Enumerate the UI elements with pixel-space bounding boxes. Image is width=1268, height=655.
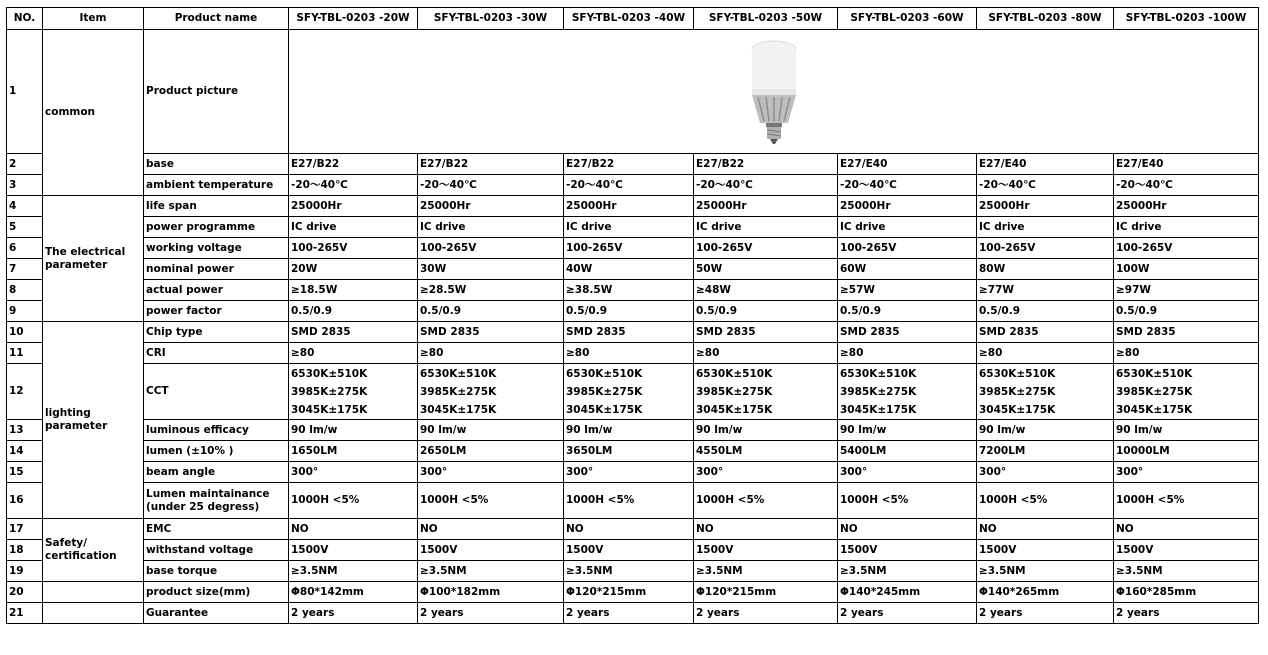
empty-group-cell — [43, 603, 144, 624]
value-cell: ≥97W — [1114, 280, 1259, 301]
value-cell: 100-265V — [694, 238, 838, 259]
value-cell: ≥80 — [289, 343, 418, 364]
row-name: CCT — [144, 364, 289, 420]
row-name-line: (under 25 degress) — [146, 500, 260, 513]
value-cell: 100-265V — [564, 238, 694, 259]
value-cell: 2 years — [418, 603, 564, 624]
product-picture-cell — [289, 30, 1259, 154]
table-row — [7, 196, 1259, 217]
value-cell: 100-265V — [289, 238, 418, 259]
value-cell: ≥80 — [838, 343, 977, 364]
cct-cell — [1114, 364, 1259, 420]
value-cell: 2 years — [838, 603, 977, 624]
header-model: SFY-TBL-0203 -100W — [1114, 8, 1259, 30]
header-model: SFY-TBL-0203 -20W — [289, 8, 418, 30]
row-no: 18 — [7, 540, 43, 561]
value-cell: NO — [838, 519, 977, 540]
row-name — [144, 483, 289, 519]
value-cell: 25000Hr — [418, 196, 564, 217]
cct-line: 3985K±275K — [420, 385, 497, 398]
table-row — [7, 483, 1259, 519]
value-cell: 10000LM — [1114, 441, 1259, 462]
value-cell: 2 years — [564, 603, 694, 624]
value-cell: SMD 2835 — [564, 322, 694, 343]
table-row — [7, 154, 1259, 175]
cct-line: 6530K±510K — [1116, 367, 1193, 380]
table-row — [7, 238, 1259, 259]
cct-cell — [564, 364, 694, 420]
row-name: product size(mm) — [144, 582, 289, 603]
value-cell: E27/E40 — [977, 154, 1114, 175]
cct-line: 3985K±275K — [979, 385, 1056, 398]
value-cell: 2 years — [977, 603, 1114, 624]
row-name: base torque — [144, 561, 289, 582]
value-cell: IC drive — [1114, 217, 1259, 238]
value-cell: ≥80 — [977, 343, 1114, 364]
row-no: 13 — [7, 420, 43, 441]
row-name-line: Lumen maintainance — [146, 487, 270, 500]
spec-table — [6, 7, 1259, 624]
value-cell: 0.5/0.9 — [838, 301, 977, 322]
value-cell: -20～40℃ — [418, 175, 564, 196]
value-cell: 100-265V — [1114, 238, 1259, 259]
table-row — [7, 603, 1259, 624]
table-row — [7, 540, 1259, 561]
value-cell: 3650LM — [564, 441, 694, 462]
value-cell: 1500V — [694, 540, 838, 561]
table-row — [7, 175, 1259, 196]
value-cell: 90 lm/w — [418, 420, 564, 441]
value-cell: 25000Hr — [977, 196, 1114, 217]
table-row — [7, 217, 1259, 238]
value-cell: 0.5/0.9 — [694, 301, 838, 322]
value-cell: ≥48W — [694, 280, 838, 301]
value-cell: 1000H <5% — [694, 483, 838, 519]
header-item: Item — [43, 8, 144, 30]
value-cell: 300° — [564, 462, 694, 483]
value-cell: 300° — [977, 462, 1114, 483]
value-cell: E27/E40 — [1114, 154, 1259, 175]
cct-line: 3045K±175K — [566, 403, 643, 416]
value-cell: ≥38.5W — [564, 280, 694, 301]
value-cell: 300° — [289, 462, 418, 483]
value-cell: SMD 2835 — [1114, 322, 1259, 343]
cct-line: 6530K±510K — [696, 367, 773, 380]
value-cell: 100-265V — [977, 238, 1114, 259]
value-cell: -20～40℃ — [564, 175, 694, 196]
value-cell: 60W — [838, 259, 977, 280]
value-cell: 300° — [1114, 462, 1259, 483]
value-cell: ≥3.5NM — [838, 561, 977, 582]
group-safety — [43, 519, 144, 582]
table-row — [7, 441, 1259, 462]
row-no: 8 — [7, 280, 43, 301]
cct-line: 3985K±275K — [1116, 385, 1193, 398]
group-label-line: lighting — [45, 407, 91, 419]
value-cell: ≥28.5W — [418, 280, 564, 301]
value-cell: 1000H <5% — [564, 483, 694, 519]
value-cell: 100-265V — [418, 238, 564, 259]
empty-group-cell — [43, 582, 144, 603]
value-cell: ≥18.5W — [289, 280, 418, 301]
value-cell: ≥3.5NM — [694, 561, 838, 582]
value-cell: 1000H <5% — [977, 483, 1114, 519]
cct-line: 3985K±275K — [696, 385, 773, 398]
row-no: 10 — [7, 322, 43, 343]
value-cell: E27/B22 — [289, 154, 418, 175]
value-cell: 1500V — [1114, 540, 1259, 561]
row-no: 19 — [7, 561, 43, 582]
table-row — [7, 259, 1259, 280]
row-no: 4 — [7, 196, 43, 217]
value-cell: NO — [564, 519, 694, 540]
value-cell: Φ160*285mm — [1114, 582, 1259, 603]
value-cell: -20～40℃ — [977, 175, 1114, 196]
value-cell: 0.5/0.9 — [289, 301, 418, 322]
header-product-name: Product name — [144, 8, 289, 30]
row-no: 9 — [7, 301, 43, 322]
value-cell: IC drive — [564, 217, 694, 238]
row-no: 20 — [7, 582, 43, 603]
value-cell: IC drive — [418, 217, 564, 238]
group-lighting — [43, 322, 144, 519]
value-cell: Φ140*245mm — [838, 582, 977, 603]
row-name: base — [144, 154, 289, 175]
value-cell: E27/E40 — [838, 154, 977, 175]
cct-line: 3045K±175K — [291, 403, 368, 416]
value-cell: 90 lm/w — [564, 420, 694, 441]
group-common: common — [43, 30, 144, 196]
cct-cell — [838, 364, 977, 420]
header-model: SFY-TBL-0203 -40W — [564, 8, 694, 30]
value-cell: 2 years — [694, 603, 838, 624]
value-cell: 7200LM — [977, 441, 1114, 462]
value-cell: 20W — [289, 259, 418, 280]
value-cell: ≥80 — [564, 343, 694, 364]
value-cell: 90 lm/w — [694, 420, 838, 441]
table-row — [7, 582, 1259, 603]
value-cell: IC drive — [289, 217, 418, 238]
value-cell: Φ100*182mm — [418, 582, 564, 603]
cct-line: 3985K±275K — [291, 385, 368, 398]
row-no: 21 — [7, 603, 43, 624]
value-cell: IC drive — [977, 217, 1114, 238]
group-label-line: parameter — [45, 258, 108, 271]
header-model: SFY-TBL-0203 -80W — [977, 8, 1114, 30]
value-cell: 100W — [1114, 259, 1259, 280]
row-name: CRI — [144, 343, 289, 364]
cct-line: 3045K±175K — [979, 403, 1056, 416]
header-model: SFY-TBL-0203 -60W — [838, 8, 977, 30]
value-cell: 30W — [418, 259, 564, 280]
value-cell: E27/B22 — [564, 154, 694, 175]
row-no: 17 — [7, 519, 43, 540]
row-no: 1 — [7, 30, 43, 154]
row-name: Guarantee — [144, 603, 289, 624]
value-cell: NO — [1114, 519, 1259, 540]
value-cell: SMD 2835 — [838, 322, 977, 343]
value-cell: -20～40℃ — [694, 175, 838, 196]
row-name: life span — [144, 196, 289, 217]
value-cell: 1000H <5% — [289, 483, 418, 519]
value-cell: NO — [418, 519, 564, 540]
value-cell: 0.5/0.9 — [977, 301, 1114, 322]
value-cell: 4550LM — [694, 441, 838, 462]
group-label-line: Safety/ — [45, 537, 88, 549]
value-cell: -20～40℃ — [289, 175, 418, 196]
value-cell: ≥3.5NM — [564, 561, 694, 582]
header-row — [7, 8, 1259, 30]
group-label-line: certification — [45, 550, 117, 562]
value-cell: ≥3.5NM — [289, 561, 418, 582]
cct-cell — [694, 364, 838, 420]
value-cell: 1500V — [838, 540, 977, 561]
value-cell: 1500V — [564, 540, 694, 561]
value-cell: 300° — [838, 462, 977, 483]
cct-line: 6530K±510K — [291, 367, 368, 380]
row-name: actual power — [144, 280, 289, 301]
value-cell: SMD 2835 — [977, 322, 1114, 343]
value-cell: NO — [289, 519, 418, 540]
value-cell: 80W — [977, 259, 1114, 280]
value-cell: 300° — [418, 462, 564, 483]
cct-line: 6530K±510K — [979, 367, 1056, 380]
group-label-line: parameter — [45, 420, 108, 432]
cct-cell — [977, 364, 1114, 420]
table-row — [7, 462, 1259, 483]
value-cell: 1500V — [418, 540, 564, 561]
value-cell: 100-265V — [838, 238, 977, 259]
cct-line: 3045K±175K — [1116, 403, 1193, 416]
value-cell: 5400LM — [838, 441, 977, 462]
value-cell: 2650LM — [418, 441, 564, 462]
cct-line: 3045K±175K — [420, 403, 497, 416]
value-cell: IC drive — [694, 217, 838, 238]
row-no: 6 — [7, 238, 43, 259]
value-cell: SMD 2835 — [289, 322, 418, 343]
row-name: nominal power — [144, 259, 289, 280]
row-name: ambient temperature — [144, 175, 289, 196]
value-cell: 25000Hr — [1114, 196, 1259, 217]
value-cell: ≥77W — [977, 280, 1114, 301]
table-row — [7, 301, 1259, 322]
value-cell: 2 years — [1114, 603, 1259, 624]
value-cell: 90 lm/w — [838, 420, 977, 441]
table-row — [7, 30, 1259, 154]
table-row — [7, 561, 1259, 582]
row-name: Product picture — [144, 30, 289, 154]
value-cell: 90 lm/w — [1114, 420, 1259, 441]
table-row — [7, 343, 1259, 364]
value-cell: 90 lm/w — [289, 420, 418, 441]
row-name: working voltage — [144, 238, 289, 259]
row-name: lumen (±10% ) — [144, 441, 289, 462]
row-name: power programme — [144, 217, 289, 238]
row-name: EMC — [144, 519, 289, 540]
value-cell: NO — [977, 519, 1114, 540]
value-cell: 0.5/0.9 — [564, 301, 694, 322]
value-cell: ≥80 — [418, 343, 564, 364]
table-row — [7, 519, 1259, 540]
value-cell: 1000H <5% — [1114, 483, 1259, 519]
value-cell: ≥3.5NM — [1114, 561, 1259, 582]
value-cell: Φ120*215mm — [694, 582, 838, 603]
value-cell: ≥80 — [694, 343, 838, 364]
row-no: 14 — [7, 441, 43, 462]
group-label-line: The electrical — [45, 245, 126, 258]
led-t-bulb-image — [744, 37, 804, 147]
value-cell: ≥3.5NM — [418, 561, 564, 582]
row-name: luminous efficacy — [144, 420, 289, 441]
table-row — [7, 364, 1259, 420]
cct-line: 3045K±175K — [840, 403, 917, 416]
row-no: 11 — [7, 343, 43, 364]
value-cell: 25000Hr — [289, 196, 418, 217]
header-model: SFY-TBL-0203 -30W — [418, 8, 564, 30]
value-cell: 300° — [694, 462, 838, 483]
value-cell: 2 years — [289, 603, 418, 624]
value-cell: 1650LM — [289, 441, 418, 462]
value-cell: 25000Hr — [564, 196, 694, 217]
row-no: 7 — [7, 259, 43, 280]
row-name: Chip type — [144, 322, 289, 343]
group-electrical — [43, 196, 144, 322]
row-name: withstand voltage — [144, 540, 289, 561]
value-cell: -20～40℃ — [838, 175, 977, 196]
value-cell: 0.5/0.9 — [418, 301, 564, 322]
table-row — [7, 280, 1259, 301]
value-cell: Φ120*215mm — [564, 582, 694, 603]
cct-line: 3985K±275K — [566, 385, 643, 398]
value-cell: SMD 2835 — [694, 322, 838, 343]
cct-line: 6530K±510K — [840, 367, 917, 380]
value-cell: 1500V — [977, 540, 1114, 561]
row-no: 3 — [7, 175, 43, 196]
value-cell: 1500V — [289, 540, 418, 561]
value-cell: 1000H <5% — [418, 483, 564, 519]
row-no: 16 — [7, 483, 43, 519]
value-cell: 90 lm/w — [977, 420, 1114, 441]
row-no: 15 — [7, 462, 43, 483]
header-no: NO. — [7, 8, 43, 30]
row-no: 5 — [7, 217, 43, 238]
table-row — [7, 322, 1259, 343]
value-cell: E27/B22 — [694, 154, 838, 175]
header-model: SFY-TBL-0203 -50W — [694, 8, 838, 30]
cct-cell — [418, 364, 564, 420]
cct-line: 6530K±510K — [566, 367, 643, 380]
value-cell: 25000Hr — [838, 196, 977, 217]
value-cell: NO — [694, 519, 838, 540]
value-cell: ≥80 — [1114, 343, 1259, 364]
row-no: 12 — [7, 364, 43, 420]
value-cell: ≥3.5NM — [977, 561, 1114, 582]
value-cell: 0.5/0.9 — [1114, 301, 1259, 322]
row-no: 2 — [7, 154, 43, 175]
table-row — [7, 420, 1259, 441]
row-name: beam angle — [144, 462, 289, 483]
cct-line: 6530K±510K — [420, 367, 497, 380]
value-cell: -20～40℃ — [1114, 175, 1259, 196]
value-cell: IC drive — [838, 217, 977, 238]
value-cell: 50W — [694, 259, 838, 280]
value-cell: 40W — [564, 259, 694, 280]
value-cell: Φ80*142mm — [289, 582, 418, 603]
row-name: power factor — [144, 301, 289, 322]
cct-cell — [289, 364, 418, 420]
value-cell: SMD 2835 — [418, 322, 564, 343]
value-cell: E27/B22 — [418, 154, 564, 175]
value-cell: ≥57W — [838, 280, 977, 301]
value-cell: 1000H <5% — [838, 483, 977, 519]
cct-line: 3045K±175K — [696, 403, 773, 416]
value-cell: Φ140*265mm — [977, 582, 1114, 603]
cct-line: 3985K±275K — [840, 385, 917, 398]
value-cell: 25000Hr — [694, 196, 838, 217]
